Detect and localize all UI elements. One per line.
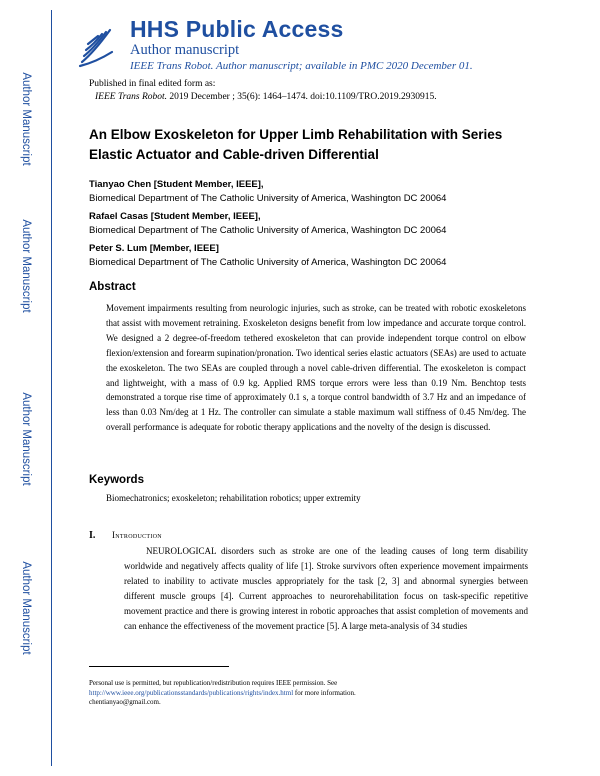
author-block	[89, 178, 446, 206]
author-manuscript-subtitle: Author manuscript	[130, 42, 240, 58]
abstract-heading: Abstract	[89, 281, 136, 293]
author-affiliation: Biomedical Department of The Catholic University of America, Washington DC 20064	[89, 193, 447, 204]
sidebar-divider	[51, 10, 52, 766]
journal-citation	[89, 91, 437, 104]
public-access-title: HHS Public Access	[130, 16, 344, 42]
permissions-link[interactable]: http://www.ieee.org/publicationsstandards/publications/rights/index.html	[89, 689, 294, 697]
sidebar-label: Author Manuscript	[20, 392, 32, 486]
sidebar-label: Author Manuscript	[20, 219, 32, 313]
published-label: Published in final edited form as:	[89, 79, 216, 89]
keywords-heading: Keywords	[89, 474, 144, 486]
author-name: Rafael Casas [Student Member, IEEE],	[89, 211, 261, 222]
author-name: Peter S. Lum [Member, IEEE]	[89, 243, 219, 254]
author-block	[89, 242, 446, 270]
footnote-after: for more information.	[294, 689, 356, 697]
footnote-text: Personal use is permitted, but republication/redistribution requires IEEE permission. See	[89, 679, 338, 687]
author-manuscript-sidebar	[0, 0, 52, 776]
sidebar-label: Author Manuscript	[20, 72, 32, 166]
author-affiliation: Biomedical Department of The Catholic University of America, Washington DC 20064	[89, 225, 447, 236]
section-title: Introduction	[112, 530, 162, 540]
journal-name: IEEE Trans Robot.	[95, 92, 168, 102]
section-number: I.	[89, 530, 96, 541]
hhs-eagle-logo-icon	[76, 22, 116, 68]
keywords-text: Biomechatronics; exoskeleton; rehabilitation robotics; upper extremity	[106, 493, 361, 503]
article-title: An Elbow Exoskeleton for Upper Limb Rehabilitation with Series Elastic Actuator and Cable-driven Differential	[89, 127, 503, 162]
publication-info	[89, 78, 437, 104]
author-block	[89, 210, 446, 238]
author-affiliation: Biomedical Department of The Catholic University of America, Washington DC 20064	[89, 257, 447, 268]
footnote-rule	[89, 666, 229, 667]
author-name: Tianyao Chen [Student Member, IEEE],	[89, 179, 264, 190]
journal-details: 2019 December ; 35(6): 1464–1474. doi:10.1109/TRO.2019.2930915.	[169, 92, 437, 102]
hhs-header	[68, 16, 552, 74]
manuscript-citation: IEEE Trans Robot. Author manuscript; available in PMC 2020 December 01.	[130, 60, 473, 72]
section-heading	[89, 530, 162, 541]
corresponding-email: chentianyao@gmail.com.	[89, 698, 161, 706]
introduction-text: NEUROLOGICAL disorders such as stroke are one of the leading causes of long term disability worldwide and negatively affects quality of life [1]. Stroke survivors often experience movement impairments related to inability to activate muscles appropriately for the task [2, 3] and abnormal synergies between different muscle groups [4]. Current approaches to neurorehabilitation focus on task-specific repetitive movement practice and there is growing interest in robotic approaches that assist completion of movements and can enhance the effectiveness of the movement practice [5]. A large meta-analysis of 34 studies	[124, 546, 528, 631]
footnote	[89, 678, 509, 698]
sidebar-label: Author Manuscript	[20, 561, 32, 655]
abstract-text: Movement impairments resulting from neurologic injuries, such as stroke, can be treated with robotic exoskeletons that assist with movement retraining. Exoskeleton designs benefit from low impedance and accurate torque control. We designed a 2 degree-of-freedom tethered exoskeleton that can provide independent torque control on elbow flexion/extension and forearm supination/pronation. Two identical series elastic actuators (SEAs) are used to actuate the exoskeleton. The two SEAs are coupled through a novel cable-driven differential. The exoskeleton is compact and lightweight, with a mass of 0.9 kg. Applied RMS torque errors were less than 0.19 Nm. Benchtop tests demonstrated a torque rise time of approximately 0.1 s, a torque control bandwidth of 3.7 Hz and an impedance of less than 0.03 Nm/deg at 1 Hz. The controller can simulate a stable maximum wall stiffness of 0.45 Nm/deg. The overall performance is adequate for robotic therapy applications and the novelty of the design is discussed.	[106, 303, 526, 433]
